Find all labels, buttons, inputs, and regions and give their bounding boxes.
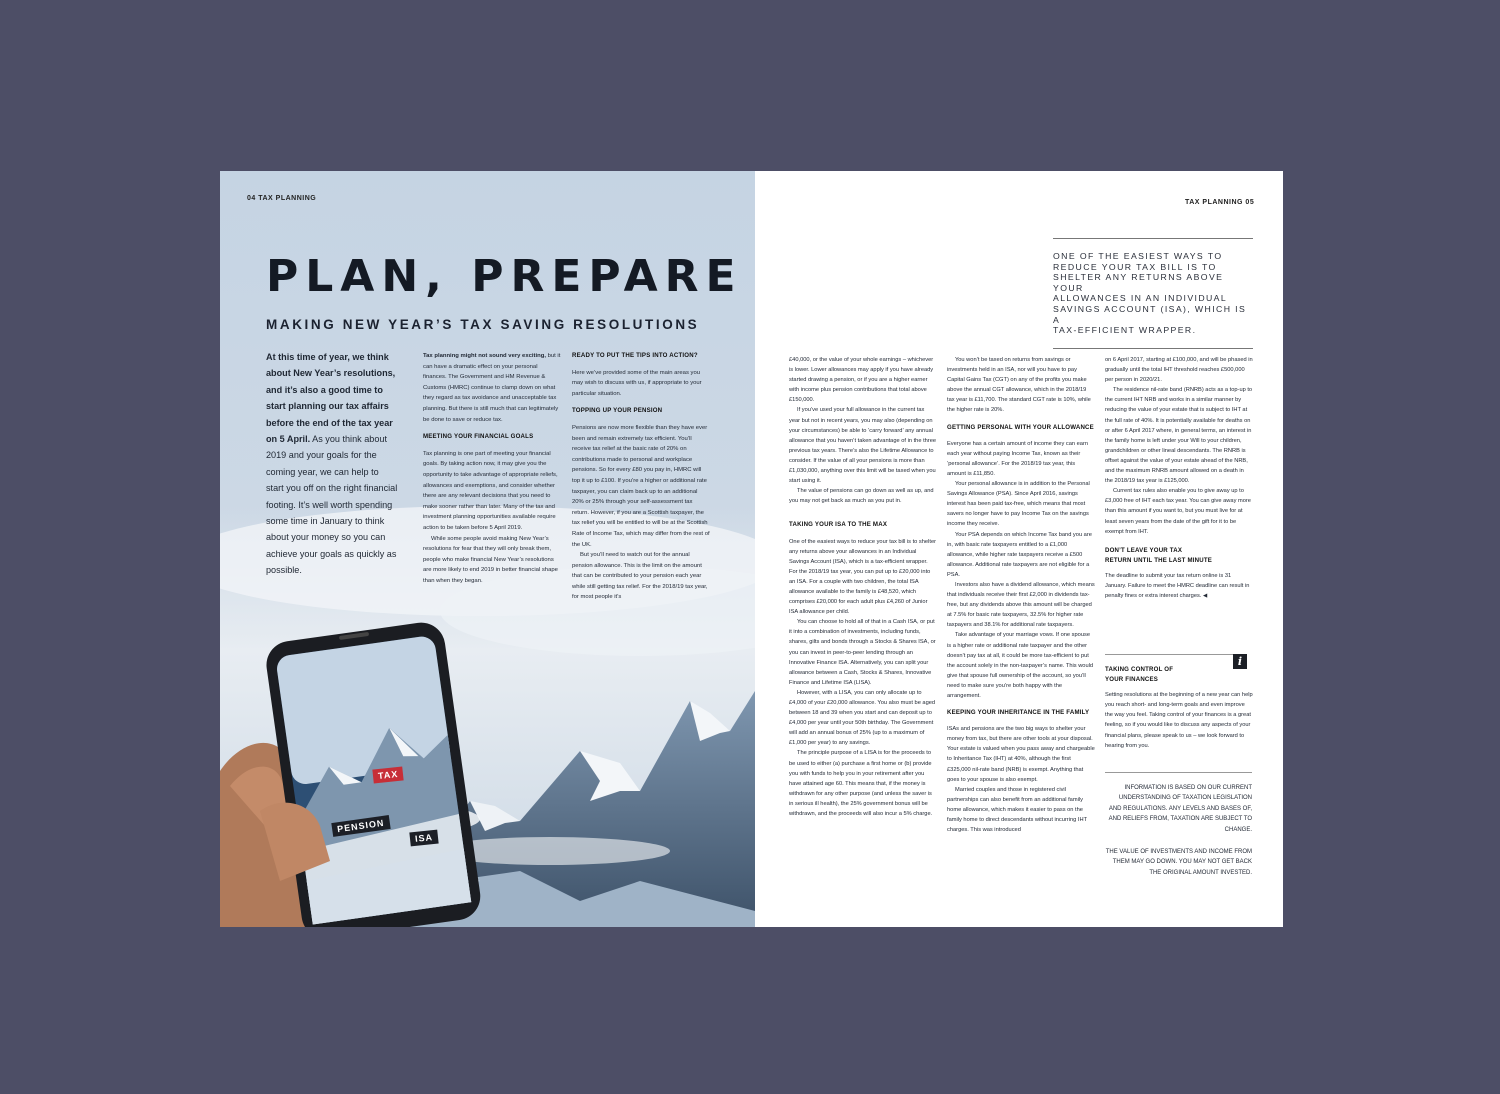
heading-tax-return-line2: RETURN UNTIL THE LAST MINUTE bbox=[1105, 556, 1213, 564]
left-column-1 bbox=[423, 351, 561, 586]
disclaimer-legislation: INFORMATION IS BASED ON OUR CURRENT UNDERSTANDING OF TAXATION LEGISLATION AND REGULATIONS. ANY LEVELS AND BASES OF, AND RELIEFS FROM, TAXATION ARE SUBJECT TO CHANGE. bbox=[1108, 785, 1252, 833]
rcol2-paragraph: You won’t be taxed on returns from savings or investments held in an ISA, nor will you have to pay Capital Gains Tax (CGT) on any of the profits you make above the annual CGT allowance, which in the 2018/19 tax year is £11,700. The standard CGT rate is 10%, while the higher rate is 20%. bbox=[947, 357, 1091, 414]
rcol1-paragraph: You can choose to hold all of that in a Cash ISA, or put it into a combination of investments, including funds, shares, gilts and bonds through a Stocks & Shares ISA, or you can invest in peer-to-peer lending through an Innovative Finance ISA. Alternatively, you can split your allowance between a Cash, Stocks & Shares, Innovative Finance and Lifetime ISA (LISA). bbox=[789, 619, 936, 686]
rcol3-paragraph: The deadline to submit your tax return online is 31 January. Failure to meet the HMRC deadline can result in penalty fines or extra interest charges. ◀ bbox=[1105, 572, 1250, 600]
col1-lead-bold: Tax planning might not sound very exciting, bbox=[423, 353, 546, 359]
pull-quote bbox=[1053, 238, 1253, 349]
heading-tax-return bbox=[1105, 546, 1253, 566]
rcol2-paragraph: Your personal allowance is in addition to the Personal Savings Allowance (PSA). Since April 2016, savings interest has been paid tax-free, which means that most savers no longer have to pay Income Tax on the savings income they receive. bbox=[947, 481, 1090, 528]
rcol1-paragraph: One of the easiest ways to reduce your tax bill is to shelter any returns above your allowances in an Individual Savings Account (ISA), which is a tax-efficient wrapper. For the 2018/19 tax year, you can put up to £20,000 into an ISA. For a couple with two children, the total ISA allowance available to the family is £48,520, which comprises £20,000 for each adult plus £4,260 of Junior ISA allowance per child. bbox=[789, 538, 937, 616]
intro-text bbox=[266, 349, 398, 579]
pullquote-line: SHELTER ANY RETURNS ABOVE YOUR bbox=[1053, 272, 1224, 293]
intro-bold: At this time of year, we think about New Year’s resolutions, and it’s also a good time to start planning our tax affairs before the end of the tax year on 5 April. bbox=[266, 352, 396, 445]
rcol3-paragraph: The residence nil-rate band (RNRB) acts as a top-up to the current IHT NRB and works in a similar manner by reducing the value of your estate that is subject to IHT at the full rate of 40%. It is potentially available for deaths on or after 6 April 2017 where, in general terms, an interest in the family home is left under your Will to your children, grandchildren or other lineal descendants. The RNRB is offset against the value of your estate ahead of the NRB, and the maximum RNRB amount allowed on a death in the 2018/19 tax year is £125,000. bbox=[1105, 387, 1253, 485]
divider bbox=[1105, 654, 1233, 655]
subhead bbox=[266, 317, 699, 332]
divider bbox=[1105, 772, 1252, 773]
rcol1-paragraph: £40,000, or the value of your whole earnings – whichever is lower. Lower allowances may apply if you have already started drawing a pension, or if you are a higher earner with income plus pension contributions that total above £150,000. bbox=[789, 357, 934, 404]
left-column-2 bbox=[572, 351, 710, 603]
rcol1-paragraph: The value of pensions can go down as well as up, and you may not get back as much as you put in. bbox=[789, 488, 934, 505]
rcol1-paragraph: The principle purpose of a LISA is for the proceeds to be used to either (a) purchase a first home or (b) provide you with funds to help you in your retirement after you have attained age 60. This means that, if the money is withdrawn for any other purpose (and unless the saver is in serious ill health), the 25% government bonus will be withdrawn, and the proceeds will also incur a 5% charge. bbox=[789, 750, 933, 818]
hand-holding-phone-image bbox=[220, 611, 520, 927]
pullquote-line: REDUCE YOUR TAX BILL IS TO bbox=[1053, 261, 1217, 272]
rcol2-paragraph: Married couples and those in registered civil partnerships can also benefit from an additional family home allowance, which makes it easier to pass on the family home to direct descendants without incurring IHT charges. This was introduced bbox=[947, 786, 1087, 834]
info-icon: i bbox=[1233, 654, 1247, 669]
heading-topping-up-pension: TOPPING UP YOUR PENSION bbox=[572, 407, 663, 415]
rcol3-paragraph: Current tax rules also enable you to give away up to £3,000 free of IHT each tax year. You can give away more than this amount if you want to, but you must live for at least seven years from the date of the gift for it to be exempt from IHT. bbox=[1105, 488, 1251, 535]
rcol2-paragraph: Investors also have a dividend allowance, which means that individuals receive their first £2,000 in dividends tax-free, but any dividends above this amount will be charged at 7.5% for basic rate taxpayers, 32.5% for higher rate taxpayers and 38.1% for additional rate taxpayers. bbox=[947, 581, 1095, 629]
heading-isa-max: TAKING YOUR ISA TO THE MAX bbox=[789, 521, 888, 529]
col1-lead-text: but it can have a dramatic effect on your personal finances. The Government and HM Revenue & Customs (HMRC) continue to clamp down on what they regard as tax avoidance and unacceptable tax planning. But there is still much that can legitimately be done to save or reduce tax. bbox=[423, 353, 561, 423]
heading-tips-into-action: READY TO PUT THE TIPS INTO ACTION? bbox=[572, 352, 698, 359]
pension-label-tag: PENSION bbox=[331, 815, 390, 837]
heading-taking-control bbox=[1105, 665, 1253, 685]
rcol1-paragraph: However, with a LISA, you can only allocate up to £4,000 of your £20,000 allowance. You also must be aged between 18 and 39 when you start and can deposit up to £4,000 per year until your 50th birthday. The Government will add an annual bonus of 25% (up to a maximum of £1,000 per year) to any savings. bbox=[789, 689, 936, 747]
heading-inheritance: KEEPING YOUR INHERITANCE IN THE FAMILY bbox=[947, 709, 1090, 717]
disclaimer-investments: THE VALUE OF INVESTMENTS AND INCOME FROM THEM MAY GO DOWN. YOU MAY NOT GET BACK THE ORIGINAL AMOUNT INVESTED. bbox=[1105, 849, 1252, 876]
col2-paragraph: Here we’ve provided some of the main areas you may wish to discuss with us, if appropriate to your particular situation. bbox=[572, 369, 702, 397]
rcol2-paragraph: ISAs and pensions are the two big ways to shelter your money from tax, but there are other tools at your disposal. Your estate is valued when you pass away and chargeable to Inheritance Tax (IHT) at 40%, although the first £325,000 nil-rate band (NRB) is exempt. Anything that goes to your spouse is also exempt. bbox=[947, 726, 1095, 783]
right-column-1 bbox=[789, 355, 937, 819]
subhead-regular: TAX SAVING RESOLUTIONS bbox=[453, 317, 700, 332]
taking-control-box bbox=[1105, 665, 1253, 751]
right-column-3 bbox=[1105, 355, 1253, 601]
heading-personal-allowance: GETTING PERSONAL WITH YOUR ALLOWANCE bbox=[947, 423, 1094, 431]
intro-regular: As you think about 2019 and your goals for the coming year, we can help to start you off on the right financial footing. It’s well worth spending some time in January to think about your money so you can achieve your goals as quickly as possible. bbox=[266, 434, 398, 576]
right-page bbox=[755, 171, 1283, 927]
isa-label-tag: ISA bbox=[409, 830, 438, 847]
right-column-2 bbox=[947, 355, 1095, 835]
left-page bbox=[220, 171, 755, 927]
col2-paragraph: But you’ll need to watch out for the annual pension allowance. This is the limit on the amount that can be contributed to your pension each year while still getting tax relief. For the 2018/19 tax year, for most people it’s bbox=[572, 552, 708, 601]
magazine-spread bbox=[220, 171, 1283, 927]
heading-tax-return-line1: DON’T LEAVE YOUR TAX bbox=[1105, 546, 1183, 554]
col2-paragraph: Pensions are now more flexible than they have ever been and remain extremely tax efficient. You’ll receive tax relief at the basic rate of 20% on contributions made to personal and workplace pensions. So for every £80 you pay in, HMRC will top it up to £100. If you’re a higher or additional rate taxpayer, you can claim back up to an additional 20% or 25% through your self-assessment tax return. However, if you are a Scottish taxpayer, the tax relief you will be entitled to will be at the Scottish Rate of Income Tax, which may differ from the rest of the UK. bbox=[572, 424, 710, 548]
col1-paragraph: While some people avoid making New Year’s resolutions for fear that they will only break them, people who make financial New Year’s resolutions are more likely to end 2019 in better financial shape than when they began. bbox=[423, 535, 558, 584]
rcol1-paragraph: If you’ve used your full allowance in the current tax year but not in recent years, you may also (depending on your circumstances) be able to ‘carry forward’ any annual allowance that you haven’t taken advantage of in the three previous tax years. There’s also the Lifetime Allowance to consider. If the value of all your pensions is more than £1,030,000, anything over this limit will be taxed when you start using it. bbox=[789, 407, 937, 485]
tax-label-tag: TAX bbox=[372, 766, 404, 783]
rcol2-paragraph: Everyone has a certain amount of income they can earn each year without paying Income Tax, known as their ‘personal allowance’. For the 2018/19 tax year, this amount is £11,850. bbox=[947, 440, 1089, 477]
headline: PLAN, PREPARE bbox=[266, 251, 743, 302]
heading-financial-goals: MEETING YOUR FINANCIAL GOALS bbox=[423, 433, 534, 441]
pullquote-line: ONE OF THE EASIEST WAYS TO bbox=[1053, 251, 1223, 261]
pullquote-line: SAVINGS ACCOUNT (ISA), WHICH IS A bbox=[1053, 303, 1247, 325]
subhead-bold: MAKING NEW YEAR’S bbox=[266, 317, 454, 332]
heading-taking-control-line2: YOUR FINANCES bbox=[1105, 676, 1159, 684]
rcol2-paragraph: Take advantage of your marriage vows. If one spouse is a higher rate or additional rate taxpayer and the other doesn’t pay tax at all, it could be more tax-efficient to put the account solely in the non-taxpayer’s name. This would give that spouse full ownership of the account, so you’ll need to make sure you’re both happy with the arrangement. bbox=[947, 632, 1094, 699]
folio-left: 04 TAX PLANNING bbox=[247, 195, 317, 202]
rcol3-paragraph: Setting resolutions at the beginning of a new year can help you reach short- and long-term goals and even improve the way you feel. Taking control of your finances is a great feeling, so if you would like to discuss any aspects of your financial plans, please speak to us – we look forward to hearing from you. bbox=[1105, 692, 1253, 749]
heading-taking-control-line1: TAKING CONTROL OF bbox=[1105, 666, 1174, 673]
pullquote-line: TAX-EFFICIENT WRAPPER. bbox=[1053, 325, 1197, 336]
rcol3-paragraph: on 6 April 2017, starting at £100,000, and will be phased in gradually until the total IHT threshold reaches £500,000 per person in 2020/21. bbox=[1105, 357, 1253, 384]
pullquote-line: ALLOWANCES IN AN INDIVIDUAL bbox=[1053, 293, 1228, 304]
phone-photo bbox=[220, 611, 520, 927]
col1-paragraph: Tax planning is one part of meeting your financial goals. By taking action now, it may give you the opportunity to take advantage of appropriate reliefs, allowances and exemptions, and consider whether there are any relevant decisions that you need to make sooner rather than later. Many of the tax and investment planning opportunities available require action to be taken before 5 April 2019. bbox=[423, 450, 558, 531]
rcol2-paragraph: Your PSA depends on which Income Tax band you are in, with basic rate taxpayers entitled to a £1,000 allowance, while higher rate taxpayers receive a £500 allowance. Additional rate taxpayers are not eligible for a PSA. bbox=[947, 531, 1092, 578]
folio-right: TAX PLANNING 05 bbox=[1185, 199, 1255, 206]
